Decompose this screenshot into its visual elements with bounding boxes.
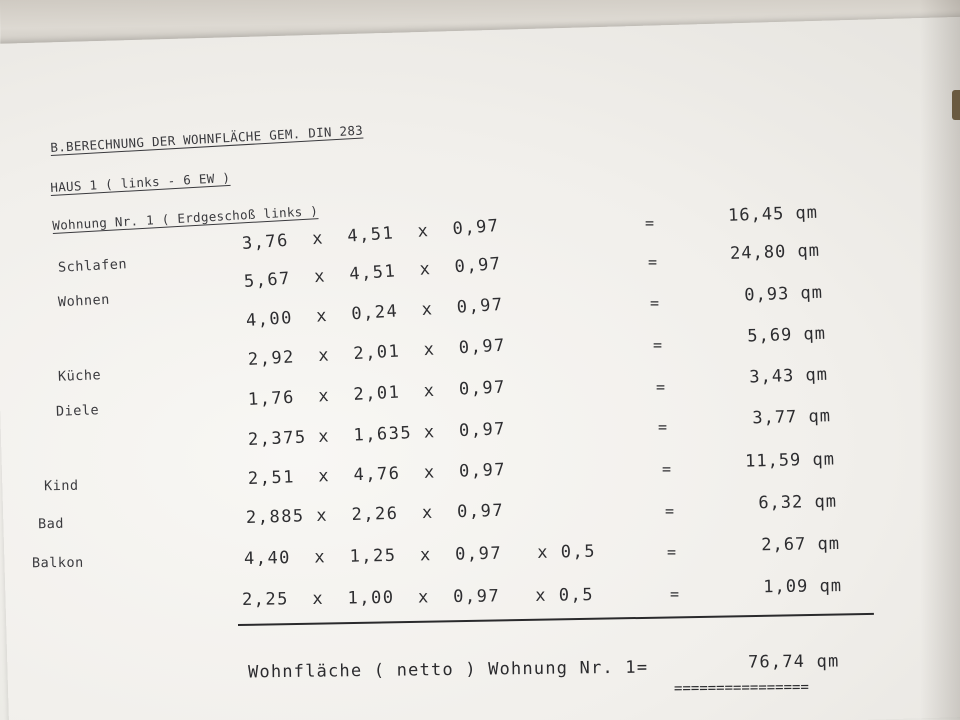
area-result: 1,09 qm (763, 576, 843, 598)
room-label: Kind (43, 477, 79, 495)
house-heading: HAUS 1 ( links - 6 EW ) (50, 169, 231, 195)
equals-sign: = (650, 294, 660, 312)
equals-sign: = (670, 585, 680, 603)
room-label: Balkon (31, 554, 84, 572)
formula: 5,67 x 4,51 x 0,97 (243, 254, 503, 292)
formula: 2,885 x 2,26 x 0,97 (245, 500, 505, 528)
equals-sign: = (658, 418, 668, 436)
area-result: 2,67 qm (761, 533, 841, 556)
formula: 2,51 x 4,76 x 0,97 (247, 459, 507, 489)
equals-sign: = (662, 460, 672, 478)
room-label: Diele (55, 402, 100, 420)
formula: 1,76 x 2,01 x 0,97 (247, 377, 507, 410)
section-heading: B.BERECHNUNG DER WOHNFLÄCHE GEM. DIN 283 (50, 122, 364, 155)
area-result: 3,77 qm (752, 406, 832, 429)
equals-sign: = (656, 378, 666, 396)
formula: 4,00 x 0,24 x 0,97 (245, 294, 505, 331)
unit-heading: Wohnung Nr. 1 ( Erdgeschoß links ) (52, 203, 319, 233)
area-result: 3,43 qm (749, 364, 829, 388)
room-label: Wohnen (57, 291, 111, 311)
equals-sign: = (653, 336, 663, 354)
equals-sign: = (667, 543, 677, 561)
formula: 4,40 x 1,25 x 0,97 x 0,5 (243, 541, 597, 569)
equals-sign: = (665, 502, 675, 520)
area-result: 0,93 qm (744, 282, 824, 306)
area-result: 11,59 qm (744, 449, 836, 472)
formula: 2,375 x 1,635 x 0,97 (247, 419, 507, 450)
area-result: 6,32 qm (758, 491, 838, 514)
area-result: 5,69 qm (747, 323, 827, 347)
formula: 2,92 x 2,01 x 0,97 (247, 335, 507, 370)
binder-tab (952, 90, 960, 120)
room-label: Bad (37, 515, 65, 533)
sum-line (238, 613, 874, 626)
total-double-underline: ================ (673, 679, 809, 697)
equals-sign: = (648, 253, 658, 271)
formula: 2,25 x 1,00 x 0,97 x 0,5 (241, 585, 595, 610)
total-label: Wohnfläche ( netto ) Wohnung Nr. 1= (247, 657, 649, 683)
area-result: 16,45 qm (727, 202, 819, 226)
area-result: 24,80 qm (729, 240, 821, 264)
total-value: 76,74 qm (747, 651, 840, 673)
room-label: Schlafen (57, 256, 128, 276)
formula: 3,76 x 4,51 x 0,97 (241, 216, 501, 254)
equals-sign: = (645, 214, 655, 232)
room-label: Küche (57, 367, 102, 385)
